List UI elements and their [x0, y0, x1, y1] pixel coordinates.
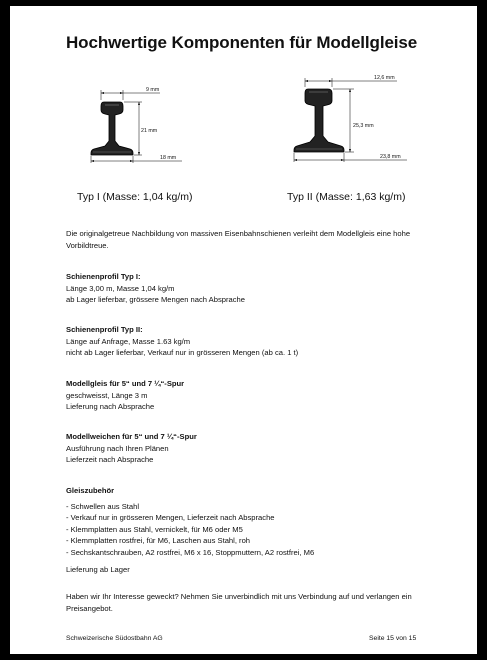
section-profile-type1: [66, 271, 426, 306]
rail1-height-dimension: 21 mm: [141, 128, 158, 134]
page-title: Hochwertige Komponenten für Modellgleise: [66, 33, 418, 52]
section-profile-type2: [66, 324, 426, 359]
accessories-list: [66, 501, 426, 559]
section-line: nicht ab Lager lieferbar, Verkauf nur in grösseren Mengen (ab ca. 1 t): [66, 348, 299, 358]
rail1-base-dimension: 18 mm: [160, 155, 177, 161]
rail1-top-dimension: 9 mm: [146, 87, 160, 93]
section-track-accessories: [66, 485, 426, 575]
rail1-caption: Typ I (Masse: 1,04 kg/m): [77, 191, 193, 203]
list-item: - Klemmplatten aus Stahl, vernickelt, für M6 oder M5: [66, 524, 426, 536]
rail2-caption: Typ II (Masse: 1,63 kg/m): [287, 191, 406, 203]
footer-page-number: Seite 15 von 15: [369, 635, 417, 642]
section-model-switches: [66, 431, 426, 466]
accessories-note: Lieferung ab Lager: [66, 564, 130, 574]
section-heading: Schienenprofil Typ II:: [66, 325, 143, 334]
section-line: Ausführung nach Ihren Plänen: [66, 443, 169, 453]
list-item: - Schwellen aus Stahl: [66, 501, 426, 513]
section-line: Länge auf Anfrage, Masse 1.63 kg/m: [66, 336, 191, 346]
section-heading: Schienenprofil Typ I:: [66, 272, 141, 281]
rail-profile-type1-drawing: [90, 86, 200, 176]
document-page: [10, 6, 477, 654]
section-heading: Modellweichen für 5“ und 7 ¼“-Spur: [66, 432, 197, 441]
section-heading: Modellgleis für 5“ und 7 ¼“-Spur: [66, 379, 185, 388]
rail-profile-type2-drawing: [292, 72, 422, 172]
closing-paragraph: Haben wir Ihr Interesse geweckt? Nehmen Sie unverbindlich mit uns Verbindung auf und verlangen ein Preisangebot.: [66, 592, 412, 613]
section-heading: Gleiszubehör: [66, 486, 115, 495]
section-line: Länge 3,00 m, Masse 1,04 kg/m: [66, 283, 175, 293]
list-item: - Sechskantschrauben, A2 rostfrei, M6 x 16, Stoppmuttern, A2 rostfrei, M6: [66, 547, 426, 559]
rail2-base-dimension: 23,8 mm: [380, 154, 401, 160]
section-line: geschweisst, Länge 3 m: [66, 390, 148, 400]
section-line: Lieferung nach Absprache: [66, 402, 155, 412]
list-item: - Verkauf nur in grösseren Mengen, Lieferzeit nach Absprache: [66, 512, 426, 524]
list-item: - Klemmplatten rostfrei, für M6, Laschen aus Stahl, roh: [66, 535, 426, 547]
section-line: ab Lager lieferbar, grössere Mengen nach Absprache: [66, 295, 245, 305]
section-line: Lieferzeit nach Absprache: [66, 455, 154, 465]
section-model-track: [66, 378, 426, 413]
rail2-top-dimension: 12,6 mm: [374, 75, 395, 81]
rail2-height-dimension: 25,3 mm: [353, 123, 374, 129]
intro-paragraph: Die originalgetreue Nachbildung von massiven Eisenbahnschienen verleiht dem Modellgleis eine hohe Vorbildtreue.: [66, 229, 411, 250]
footer-company: Schweizerische Südostbahn AG: [66, 635, 163, 642]
